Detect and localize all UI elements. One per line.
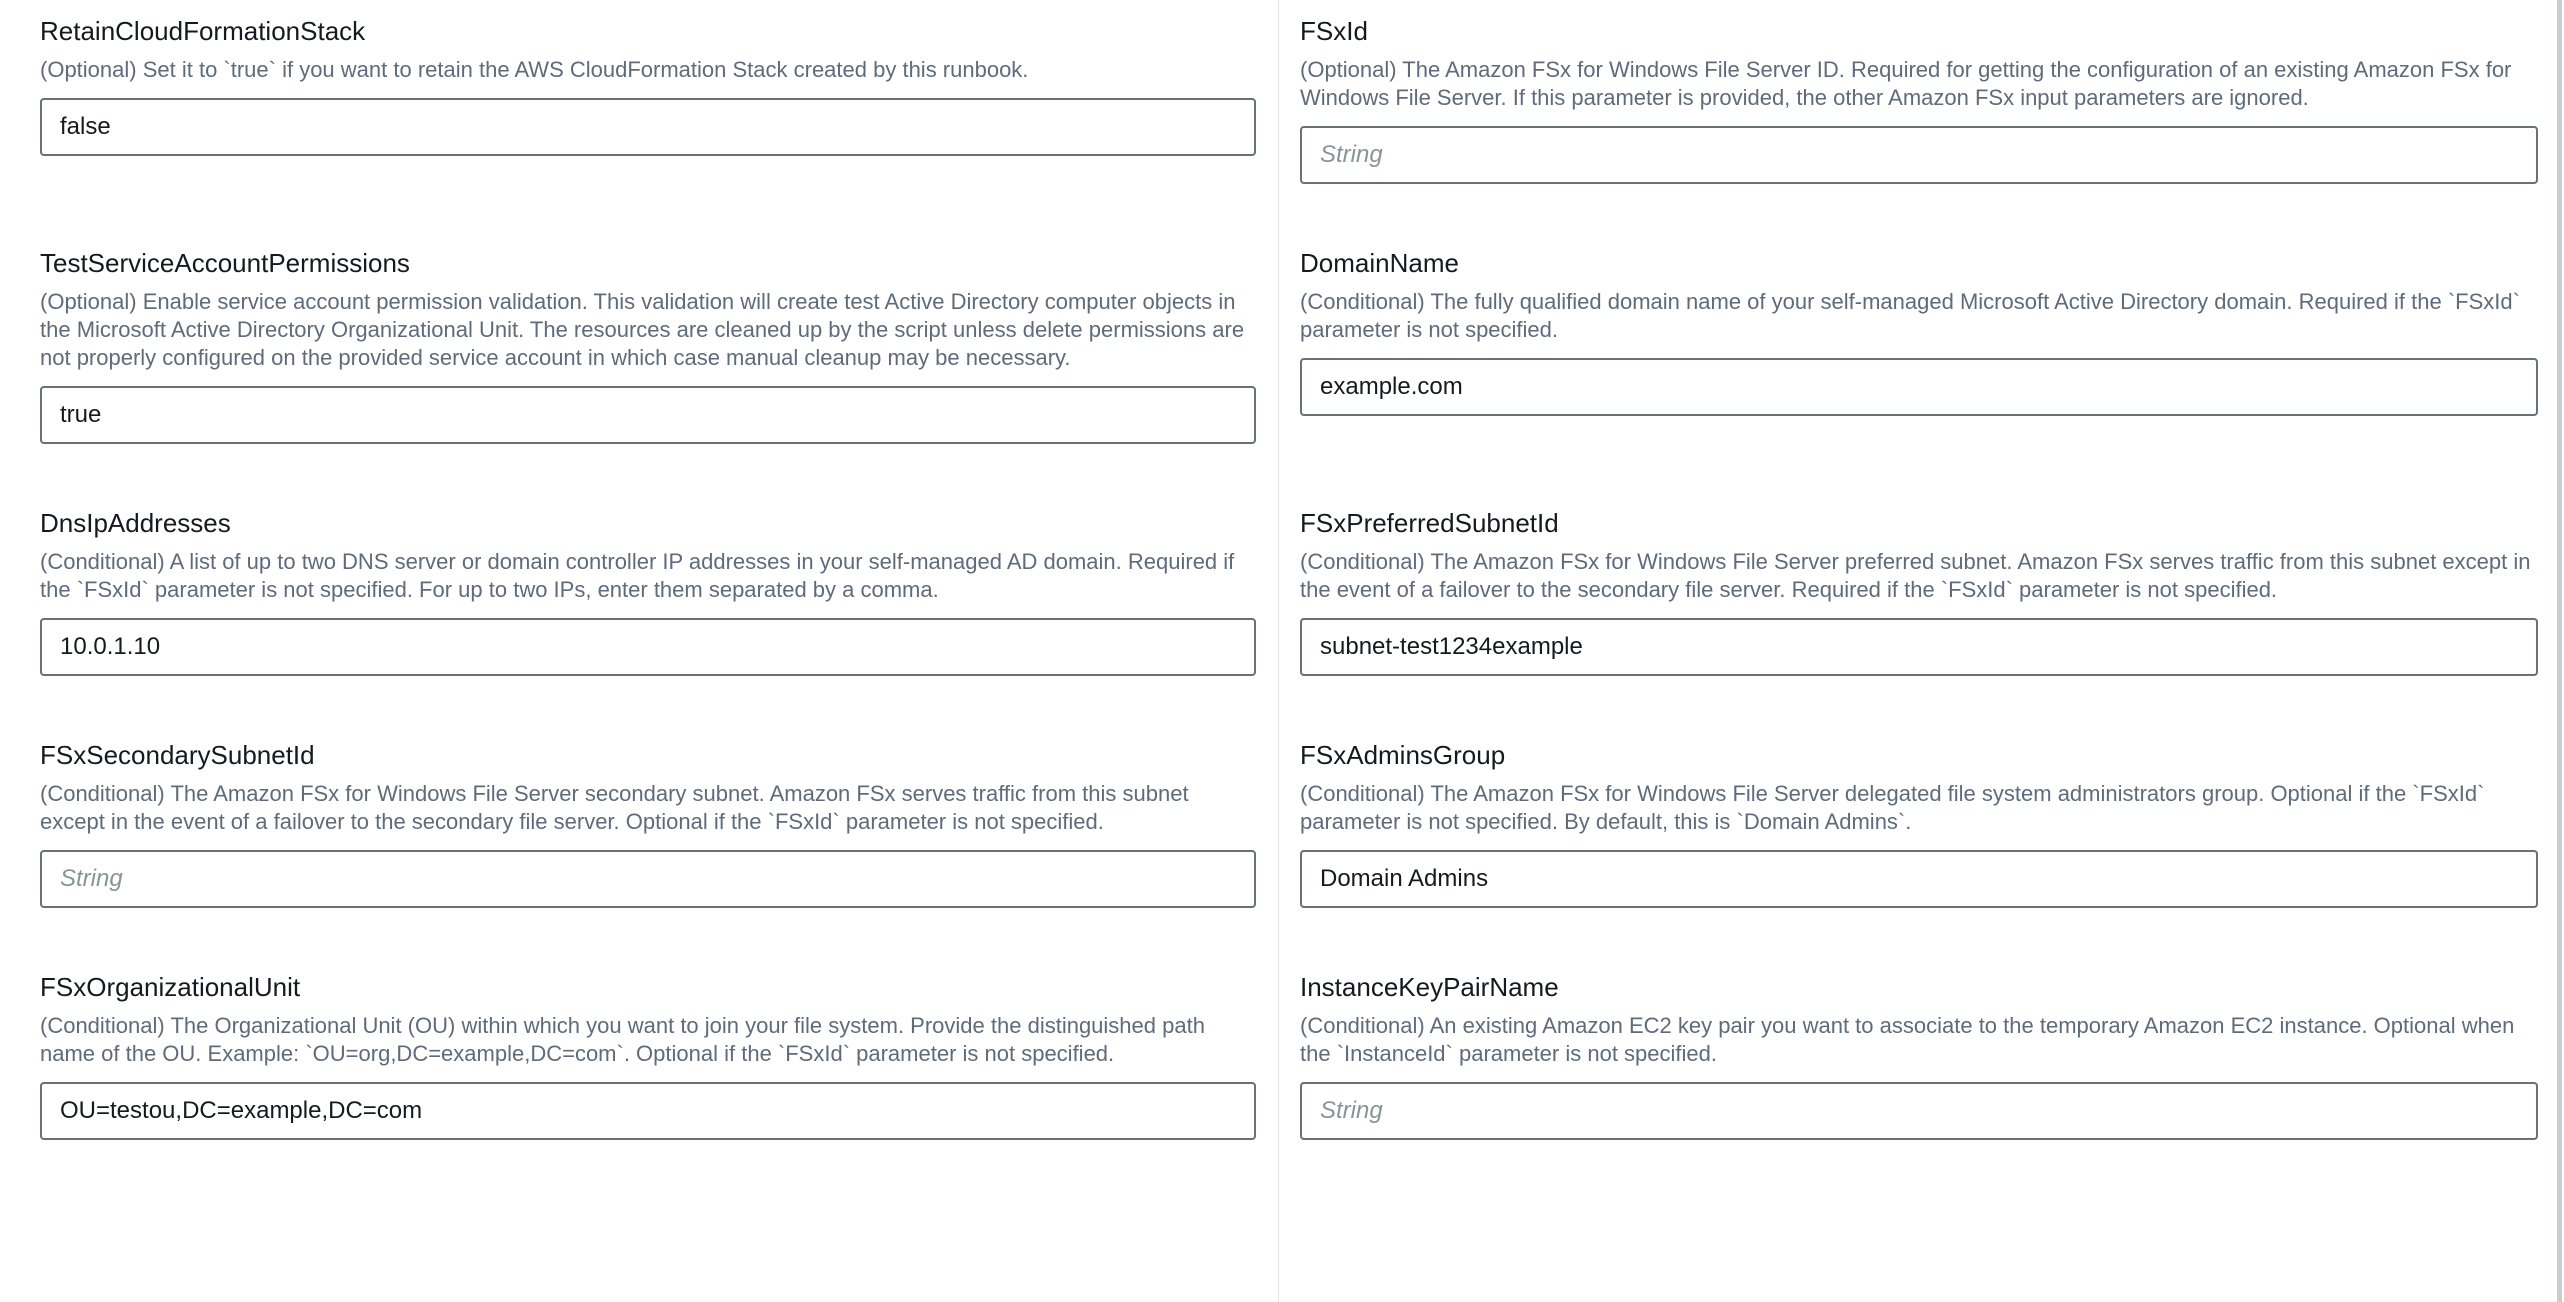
field-dns-ip-addresses [0,506,1282,676]
parameter-name: FSxOrganizationalUnit [40,972,301,1002]
parameter-description: (Conditional) The Amazon FSx for Windows File Server preferred subnet. Amazon FSx serves traffic from this subnet except in the event of a failover to the secondary file server. Required if the `FSxId` parameter is not specified. [1300,549,2531,602]
parameter-description: (Optional) Enable service account permission validation. This validation will create test Active Directory computer objects in the Microsoft Active Directory Organizational Unit. The resources are cleaned up by the script unless delete permissions are not properly configured on the provided service account in which case manual cleanup may be necessary. [40,289,1245,370]
field-fsx-secondary-subnet-id [0,738,1282,908]
parameter-description: (Conditional) The Amazon FSx for Windows File Server secondary subnet. Amazon FSx serves traffic from this subnet except in the event of a failover to the secondary file server. Optional if the `FSxId` parameter is not specified. [40,781,1189,834]
parameter-name: DomainName [1300,248,1459,278]
parameter-description: (Conditional) The fully qualified domain name of your self-managed Microsoft Active Directory domain. Required if the `FSxId` parameter is not specified. [1300,289,2520,342]
parameter-description: (Conditional) A list of up to two DNS server or domain controller IP addresses in your self-managed AD domain. Required if the `FSxId` parameter is not specified. For up to two IPs, enter them separated by a comma. [40,549,1235,602]
fsx-secondary-subnet-id-input[interactable] [40,850,1256,908]
field-fsx-organizational-unit [0,970,1282,1140]
fsx-admins-group-input[interactable] [1300,850,2538,908]
parameter-description: (Conditional) The Amazon FSx for Windows File Server delegated file system administrators group. Optional if the `FSxId` parameter is not specified. By default, this is `Domain Admins`. [1300,781,2485,834]
test-service-account-permissions-input[interactable] [40,386,1256,444]
parameter-description: (Conditional) An existing Amazon EC2 key pair you want to associate to the temporary Amazon EC2 instance. Optional when the `InstanceId` parameter is not specified. [1300,1013,2515,1066]
fsx-organizational-unit-input[interactable] [40,1082,1256,1140]
parameter-name: InstanceKeyPairName [1300,972,1559,1002]
parameter-description: (Conditional) The Organizational Unit (OU) within which you want to join your file system. Provide the distinguished path name of the OU. Example: `OU=org,DC=example,DC=com`. Optional if the `FSxId` parameter is not specified. [40,1013,1205,1066]
instance-key-pair-name-input[interactable] [1300,1082,2538,1140]
fsx-preferred-subnet-id-input[interactable] [1300,618,2538,676]
retain-cloudformation-stack-input[interactable] [40,98,1256,156]
field-instance-key-pair-name [1282,970,2564,1140]
parameter-name: TestServiceAccountPermissions [40,248,410,278]
field-fsx-admins-group [1282,738,2564,908]
parameter-name: FSxSecondarySubnetId [40,740,315,770]
parameter-description: (Optional) Set it to `true` if you want to retain the AWS CloudFormation Stack created by this runbook. [40,57,1029,82]
field-retain-cloudformation-stack [0,14,1282,184]
column-divider [1278,0,1279,1302]
field-test-service-account-permissions [0,246,1282,444]
vertical-scrollbar[interactable] [2557,0,2562,1302]
field-fsx-preferred-subnet-id [1282,506,2564,676]
parameter-name: FSxId [1300,16,1368,46]
parameter-name: RetainCloudFormationStack [40,16,366,46]
parameter-name: DnsIpAddresses [40,508,231,538]
domain-name-input[interactable] [1300,358,2538,416]
field-fsx-id [1282,14,2564,184]
parameter-description: (Optional) The Amazon FSx for Windows File Server ID. Required for getting the configuration of an existing Amazon FSx for Windows File Server. If this parameter is provided, the other Amazon FSx input parameters are ignored. [1300,57,2512,110]
parameter-name: FSxPreferredSubnetId [1300,508,1559,538]
fsx-id-input[interactable] [1300,126,2538,184]
field-domain-name [1282,246,2564,444]
parameter-name: FSxAdminsGroup [1300,740,1506,770]
dns-ip-addresses-input[interactable] [40,618,1256,676]
